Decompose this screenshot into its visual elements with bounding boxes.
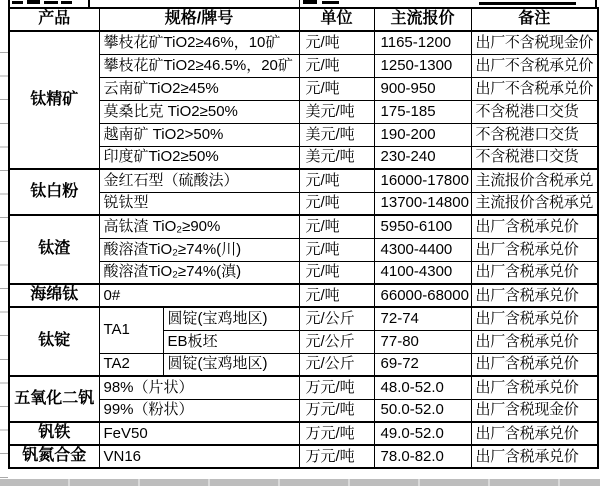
cell-price: 4100-4300 [374,261,471,284]
table-row [9,445,598,468]
cell-note: 主流报价含税承兑 [471,192,598,215]
clipped-top-row [0,0,600,7]
cell-unit: 元/吨 [299,169,374,192]
cell-unit: 万元/吨 [299,422,374,445]
header-row [9,8,598,31]
cell-price: 72-74 [374,307,471,330]
cell-price: 66000-68000 [374,284,471,307]
cell-price: 50.0-52.0 [374,399,471,422]
header-price: 主流报价 [374,8,471,31]
cell-spec: 锐钛型 [99,192,299,215]
cell-unit: 元/吨 [299,192,374,215]
cell-unit: 元/吨 [299,54,374,77]
cell-unit: 元/吨 [299,77,374,100]
cell-price: 13700-14800 [374,192,471,215]
cell-spec: 攀枝花矿TiO2≥46%，10矿 [99,31,299,54]
cell-note: 出厂含税承兑价 [471,353,598,376]
cell-price: 49.0-52.0 [374,422,471,445]
clipped-text-fragment [27,0,40,4]
cell-note: 出厂不含税承兑价 [471,77,598,100]
cell-unit: 元/吨 [299,215,374,238]
cell-note: 出厂含税承兑价 [471,330,598,353]
cell-unit: 美元/吨 [299,100,374,123]
cell-note: 主流报价含税承兑 [471,169,598,192]
cell-spec: 98%（片状） [99,376,299,399]
price-table [8,7,599,469]
table-row [9,307,598,330]
table-row [9,169,598,192]
header-note: 备注 [471,8,598,31]
clipped-text-fragment [44,1,58,4]
cell-product: 钛精矿 [9,31,99,169]
cell-note: 出厂含税承兑价 [471,376,598,399]
cell-product: 钛锭 [9,307,99,376]
cell-unit: 元/公斤 [299,330,374,353]
clipped-text-fragment [61,1,72,4]
table-row [9,31,598,54]
cell-unit: 万元/吨 [299,376,374,399]
cell-note: 不含税港口交货 [471,100,598,123]
cell-note: 不含税港口交货 [471,146,598,169]
table-row [9,284,598,307]
clipped-border-fragment [595,0,597,7]
table-row [9,376,598,399]
cell-spec: 0# [99,284,299,307]
cell-unit: 元/吨 [299,31,374,54]
cell-spec: 金红石型（硫酸法） [99,169,299,192]
cell-price: 4300-4400 [374,238,471,261]
header-spec: 规格/牌号 [99,8,299,31]
cell-spec: 越南矿 TiO2>50% [99,123,299,146]
cell-price: 175-185 [374,100,471,123]
cell-spec: 圆锭(宝鸡地区) [163,353,299,376]
cell-price: 5950-6100 [374,215,471,238]
clipped-border-fragment [88,0,90,7]
cell-spec: 酸溶渣TiO₂≥74%(滇) [99,261,299,284]
table-row [9,422,598,445]
cell-spec: 印度矿TiO2≥50% [99,146,299,169]
cell-spec: 99%（粉状） [99,399,299,422]
clipped-border-fragment [8,0,10,7]
cell-spec: EB板坯 [163,330,299,353]
cell-note: 出厂不含税承兑价 [471,54,598,77]
cell-spec: FeV50 [99,422,299,445]
cell-note: 出厂含税承兑价 [471,307,598,330]
cell-price: 48.0-52.0 [374,376,471,399]
cell-spec: 圆锭(宝鸡地区) [163,307,299,330]
cell-unit: 万元/吨 [299,399,374,422]
cell-note: 出厂含税现金价 [471,399,598,422]
table-row [9,215,598,238]
cell-product: 钒铁 [9,422,99,445]
worksheet-gridline-margin [0,30,8,479]
cell-product: 海绵钛 [9,284,99,307]
cell-unit: 元/公斤 [299,353,374,376]
screenshot-bottom-band [0,479,600,486]
cell-unit: 元/公斤 [299,307,374,330]
cell-grade: TA1 [99,307,163,353]
clipped-text-fragment [303,0,317,4]
cell-spec: 攀枝花矿TiO2≥46.5%，20矿 [99,54,299,77]
cell-unit: 元/吨 [299,238,374,261]
cell-price: 230-240 [374,146,471,169]
clipped-text-fragment [322,1,339,4]
cell-note: 出厂含税承兑价 [471,238,598,261]
cell-grade: TA2 [99,353,163,376]
cell-product: 钒氮合金 [9,445,99,468]
cell-note: 不含税港口交货 [471,123,598,146]
cell-price: 69-72 [374,353,471,376]
cell-product: 钛渣 [9,215,99,284]
cell-spec: VN16 [99,445,299,468]
cell-price: 1165-1200 [374,31,471,54]
cell-spec: 酸溶渣TiO₂≥74%(川) [99,238,299,261]
cell-note: 出厂含税承兑价 [471,445,598,468]
cell-unit: 元/吨 [299,261,374,284]
cell-price: 78.0-82.0 [374,445,471,468]
cell-unit: 美元/吨 [299,123,374,146]
cell-note: 出厂含税承兑价 [471,284,598,307]
cell-unit: 美元/吨 [299,146,374,169]
cell-price: 16000-17800 [374,169,471,192]
cell-spec: 高钛渣 TiO₂≥90% [99,215,299,238]
cell-note: 出厂含税承兑价 [471,215,598,238]
cell-unit: 万元/吨 [299,445,374,468]
cell-note: 出厂不含税现金价 [471,31,598,54]
cell-price: 1250-1300 [374,54,471,77]
cell-price: 190-200 [374,123,471,146]
cell-product: 钛白粉 [9,169,99,215]
cell-spec: 莫桑比克 TiO2≥50% [99,100,299,123]
cell-spec: 云南矿TiO2≥45% [99,77,299,100]
cell-price: 900-950 [374,77,471,100]
clipped-border-fragment [299,0,300,7]
cell-price: 77-80 [374,330,471,353]
cell-product: 五氧化二钒 [9,376,99,422]
clipped-text-fragment [12,1,23,4]
clipped-text-fragment [479,2,576,5]
header-product: 产品 [9,8,99,31]
header-unit: 单位 [299,8,374,31]
cell-note: 出厂含税承兑价 [471,422,598,445]
cell-unit: 元/吨 [299,284,374,307]
cell-note: 出厂含税承兑价 [471,261,598,284]
